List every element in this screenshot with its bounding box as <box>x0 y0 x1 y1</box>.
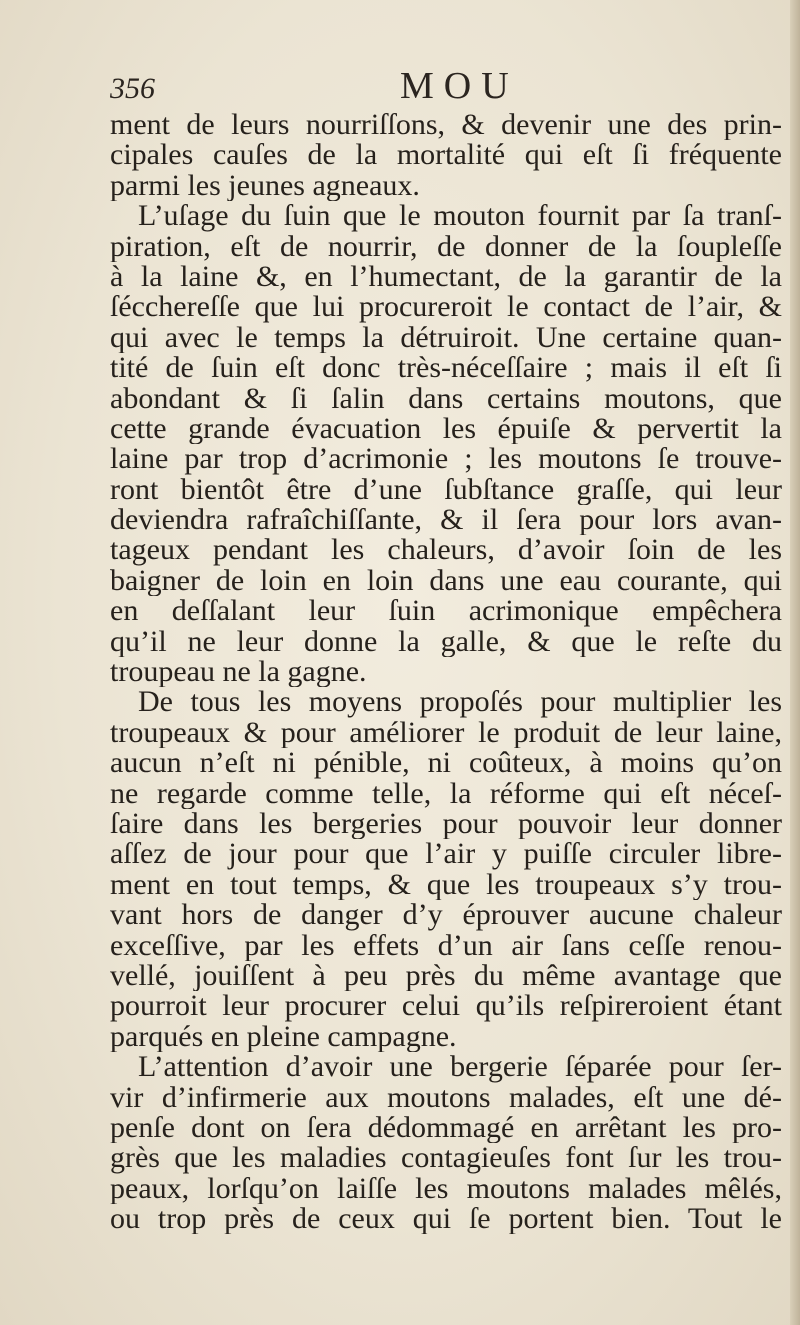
text-line: vant hors de danger d’y éprouver aucune chaleur <box>110 900 782 931</box>
text-line: ſécchereſſe que lui procureroit le contact de l’air, & <box>110 292 782 323</box>
text-line: abondant & ſi ſalin dans certains moutons, que <box>110 383 782 414</box>
text-line: troupeau ne la gagne. <box>110 657 367 688</box>
body-text <box>110 110 782 1234</box>
text-line: ne regarde comme telle, la réforme qui eſt néceſ- <box>110 778 782 809</box>
text-line: tité de ſuin eſt donc très-néceſſaire ; mais il eſt ſi <box>110 353 782 384</box>
text-line: aucun n’eſt ni pénible, ni coûteux, à moins qu’on <box>110 748 782 779</box>
text-line: L’uſage du ſuin que le mouton fournit par ſa tranſ- <box>138 201 782 232</box>
text-line: deviendra rafraîchiſſante, & il ſera pour lors avan- <box>110 505 782 536</box>
text-line: laine par trop d’acrimonie ; les moutons ſe trouve- <box>110 444 782 475</box>
text-line: tageux pendant les chaleurs, d’avoir ſoin de les <box>110 535 782 566</box>
text-line: en deſſalant leur ſuin acrimonique empêchera <box>110 596 782 627</box>
page-number: 356 <box>110 72 155 105</box>
text-line: ſaire dans les bergeries pour pouvoir leur donner <box>110 808 782 840</box>
text-line: L’attention d’avoir une bergerie ſéparée pour ſer- <box>138 1052 782 1083</box>
text-line: cipales cauſes de la mortalité qui eſt ſi fréquente <box>110 140 782 171</box>
text-line: aſſez de jour pour que l’air y puiſſe circuler libre- <box>110 839 782 870</box>
text-line: ment de leurs nourriſſons, & devenir une des prin- <box>110 110 782 141</box>
text-line: ront bientôt être d’une ſubſtance graſſe, qui leur <box>110 474 782 506</box>
text-line: piration, eſt de nourrir, de donner de la ſoupleſſe <box>110 231 782 262</box>
text-line: peaux, lorſqu’on laiſſe les moutons malades mêlés, <box>110 1173 782 1205</box>
running-head: MOU <box>400 65 519 107</box>
text-line: vellé, jouiſſent à peu près du même avantage que <box>110 960 782 992</box>
text-line: à la laine &, en l’humectant, de la garantir de la <box>110 261 782 293</box>
text-line: qui avec le temps la détruiroit. Une certaine quan- <box>110 322 782 354</box>
text-line: grès que les maladies contagieuſes font ſur les trou- <box>110 1143 782 1174</box>
text-line: parmi les jeunes agneaux. <box>110 170 420 202</box>
text-line: baigner de loin en loin dans une eau courante, qui <box>110 565 782 597</box>
text-line: ment en tout temps, & que les troupeaux s’y trou- <box>110 869 782 901</box>
text-line: parqués en pleine campagne. <box>110 1021 457 1053</box>
text-line: pourroit leur procurer celui qu’ils reſpireroient étant <box>110 991 782 1022</box>
text-line: penſe dont on ſera dédommagé en arrêtant les pro- <box>110 1112 782 1144</box>
page-edge <box>790 0 800 1325</box>
text-line: exceſſive, par les effets d’un air ſans ceſſe renou- <box>110 930 782 961</box>
text-line: ou trop près de ceux qui ſe portent bien. Tout le <box>110 1204 782 1235</box>
text-line: qu’il ne leur donne la galle, & que le reſte du <box>110 626 782 658</box>
text-line: troupeaux & pour améliorer le produit de leur laine, <box>110 717 782 749</box>
text-line: De tous les moyens propoſés pour multiplier les <box>138 687 782 718</box>
page-header <box>110 64 782 108</box>
text-line: cette grande évacuation les épuiſe & pervertit la <box>110 413 782 445</box>
text-line: vir d’infirmerie aux moutons malades, eſt une dé- <box>110 1082 782 1113</box>
